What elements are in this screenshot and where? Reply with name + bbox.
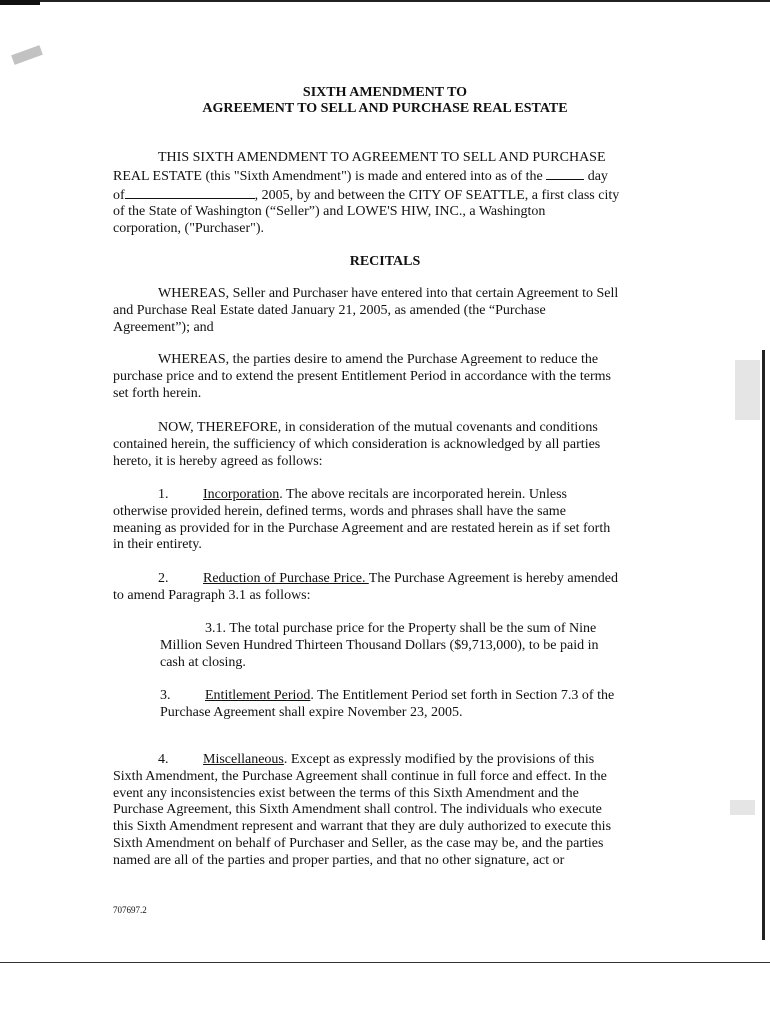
day-blank [546,167,584,180]
text-line: purchase price and to extend the present Entitlement Period in accordance with the terms [113,368,611,384]
text-line: this Sixth Amendment represent and warrant that they are duly authorized to execute this [113,819,612,835]
intro-text: REAL ESTATE (this "Sixth Amendment") is made and entered into as of the [113,168,543,184]
text-line: named are all of the parties and proper parties, and that no other signature, act or [113,852,565,868]
text-line: Purchase Agreement shall expire November 23, 2005. [160,704,463,720]
text-line [160,688,680,705]
scan-edge-right [762,350,765,940]
text-line: WHEREAS, Seller and Purchaser have entered into that certain Agreement to Sell [158,286,619,301]
text-line: NOW, THEREFORE, in consideration of the mutual covenants and conditions [158,420,598,435]
section-number: 4. [158,752,169,767]
intro-paragraph [113,150,673,238]
text-line: hereto, it is hereby agreed as follows: [113,453,323,469]
intro-text: , 2005, by and between the CITY OF SEATTLE, a first class city [254,187,620,203]
section-3 [160,688,680,722]
whereas-paragraph-1 [113,286,673,336]
section-text: . Except as expressly modified by the provisions of this [283,752,595,767]
section-number: 3. [160,688,171,703]
text-line: Sixth Amendment on behalf of Purchaser and Seller, as the case may be, and the parties [113,835,604,851]
intro-line: corporation, ("Purchaser"). [113,221,264,237]
text-line [113,487,673,504]
text-line: WHEREAS, the parties desire to amend the Purchase Agreement to reduce the [158,352,599,367]
text-line: Purchase Agreement, this Sixth Amendment shall control. The individuals who execute [113,802,602,818]
document-number: 707697.2 [113,905,147,915]
text-line: contained herein, the sufficiency of which consideration is acknowledged by all parties [113,436,601,452]
text-line: Million Seven Hundred Thirteen Thousand Dollars ($9,713,000), to be paid in [160,637,599,653]
text-line: Agreement”); and [113,319,214,335]
section-text: . The Entitlement Period set forth in Section 7.3 of the [310,688,615,703]
intro-text: day [587,168,608,184]
scan-speck [11,45,43,65]
section-heading: Reduction of Purchase Price. [203,571,369,586]
month-blank [125,186,255,199]
title-line-2: AGREEMENT TO SELL AND PURCHASE REAL ESTATE [202,101,568,116]
section-1 [113,487,673,554]
whereas-paragraph-2 [113,352,673,402]
section-text: . The above recitals are incorporated herein. Unless [279,487,567,502]
section-heading: Entitlement Period [205,688,311,703]
text-line: set forth herein. [113,385,202,401]
section-4 [113,752,673,870]
section-heading: Miscellaneous [203,752,284,767]
now-therefore-paragraph [113,420,673,470]
intro-line: of the State of Washington (“Seller”) and LOWE'S HIW, INC., a Washington [113,204,546,220]
title-line-1: SIXTH AMENDMENT TO [302,85,468,100]
text-line: Sixth Amendment, the Purchase Agreement shall continue in full force and effect. In the [113,768,607,784]
text-line: to amend Paragraph 3.1 as follows: [113,587,311,603]
recitals-heading: RECITALS [349,254,421,269]
text-line: 3.1. The total purchase price for the Property shall be the sum of Nine [205,621,597,636]
scan-mark [0,0,40,5]
text-line: event any inconsistencies exist between the terms of this Sixth Amendment and the [113,785,579,801]
section-text: The Purchase Agreement is hereby amended [368,571,618,586]
intro-line [113,167,673,186]
scan-edge-bottom [0,962,770,963]
section-number: 2. [158,571,169,586]
section-2 [113,571,673,605]
text-line: and Purchase Real Estate dated January 21, 2005, as amended (the “Purchase [113,302,546,318]
intro-line [113,186,673,205]
intro-text: of [113,187,125,203]
section-heading: Incorporation [203,487,280,502]
text-line: in their entirety. [113,537,202,553]
intro-line: THIS SIXTH AMENDMENT TO AGREEMENT TO SELL AND PURCHASE [158,150,606,165]
text-line: cash at closing. [160,654,246,670]
text-line [113,752,673,769]
text-line: otherwise provided herein, defined terms, words and phrases shall have the same [113,503,566,519]
scan-edge-top [0,0,770,2]
scan-speck [730,800,755,815]
scan-speck [735,360,760,420]
text-line: meaning as provided for in the Purchase Agreement and are restated herein as if set forth [113,520,611,536]
section-number: 1. [158,487,169,502]
text-line [113,571,673,588]
section-2-subparagraph [160,621,680,671]
